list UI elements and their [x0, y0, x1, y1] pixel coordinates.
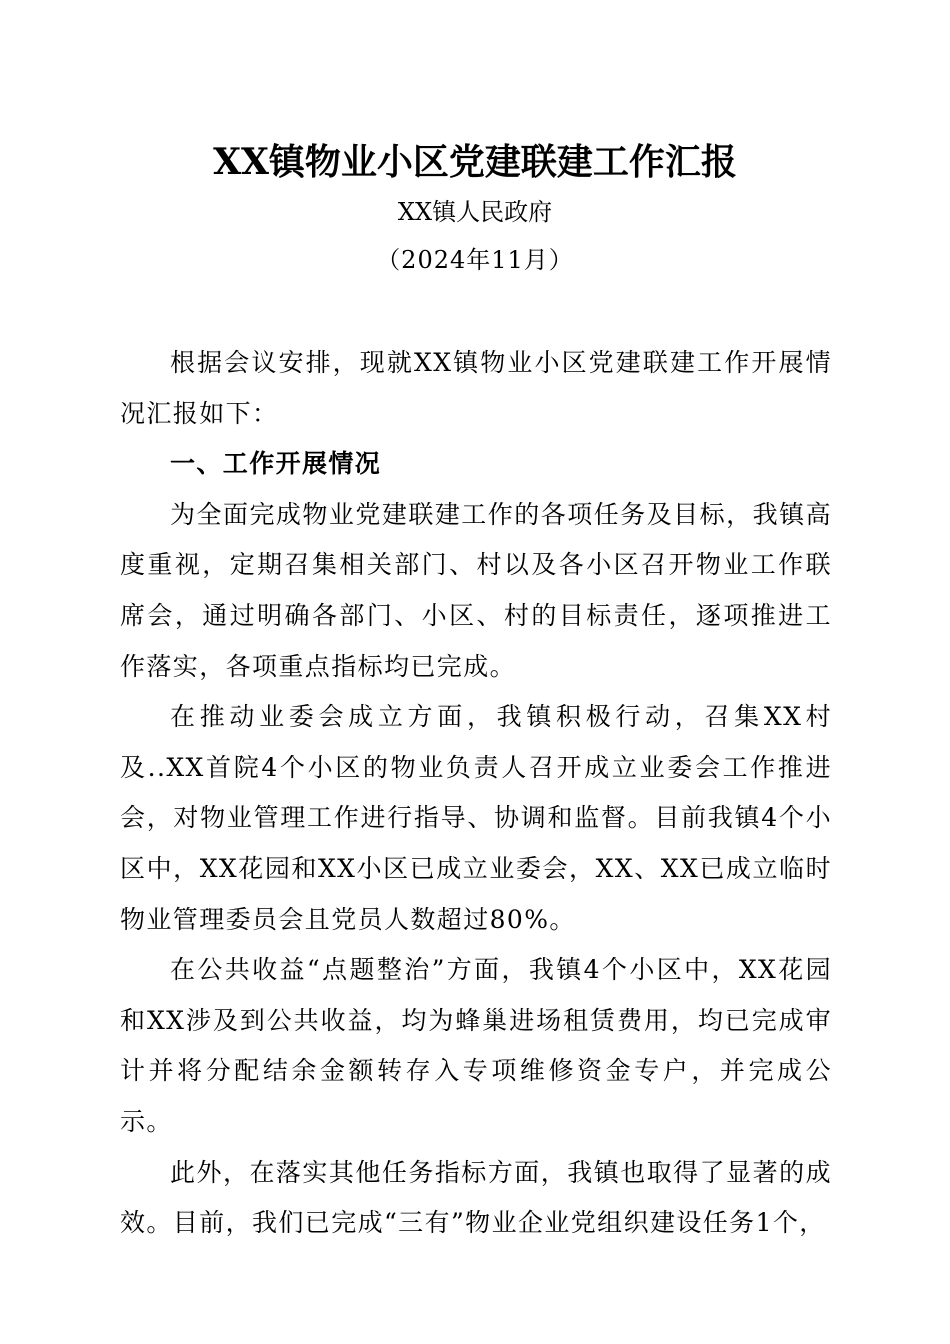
body-paragraph: 在推动业委会成立方面，我镇积极行动，召集XX村及..XX首院4个小区的物业负责人召开成立业委会工作推进会，对物业管理工作进行指导、协调和监督。目前我镇4个小区中，XX花园和XX小区已成立业委会，XX、XX已成立临时物业管理委员会且党员人数超过80%。 [120, 702, 832, 934]
intro-paragraph: 根据会议安排，现就XX镇物业小区党建联建工作开展情况汇报如下： [120, 348, 832, 428]
section-heading: 一、工作开展情况 [170, 449, 382, 479]
document-body [120, 338, 832, 1249]
report-date: （2024年11月） [376, 246, 574, 274]
body-paragraph: 为全面完成物业党建联建工作的各项任务及目标，我镇高度重视，定期召集相关部门、村以及各小区召开物业工作联席会，通过明确各部门、小区、村的目标责任，逐项推进工作落实，各项重点指标均已完成。 [120, 499, 832, 681]
issuer-name: XX镇人民政府 [397, 198, 553, 226]
document-title: XX镇物业小区党建联建工作汇报 [213, 141, 737, 183]
body-paragraph: 此外，在落实其他任务指标方面，我镇也取得了显著的成效。目前，我们已完成“三有”物业企业党组织建设任务1个， [120, 1157, 832, 1238]
body-paragraph: 在公共收益“点题整治”方面，我镇4个小区中，XX花园和XX涉及到公共收益，均为蜂巢进场租赁费用，均已完成审计并将分配结余金额转存入专项维修资金专户，并完成公示。 [120, 955, 832, 1136]
